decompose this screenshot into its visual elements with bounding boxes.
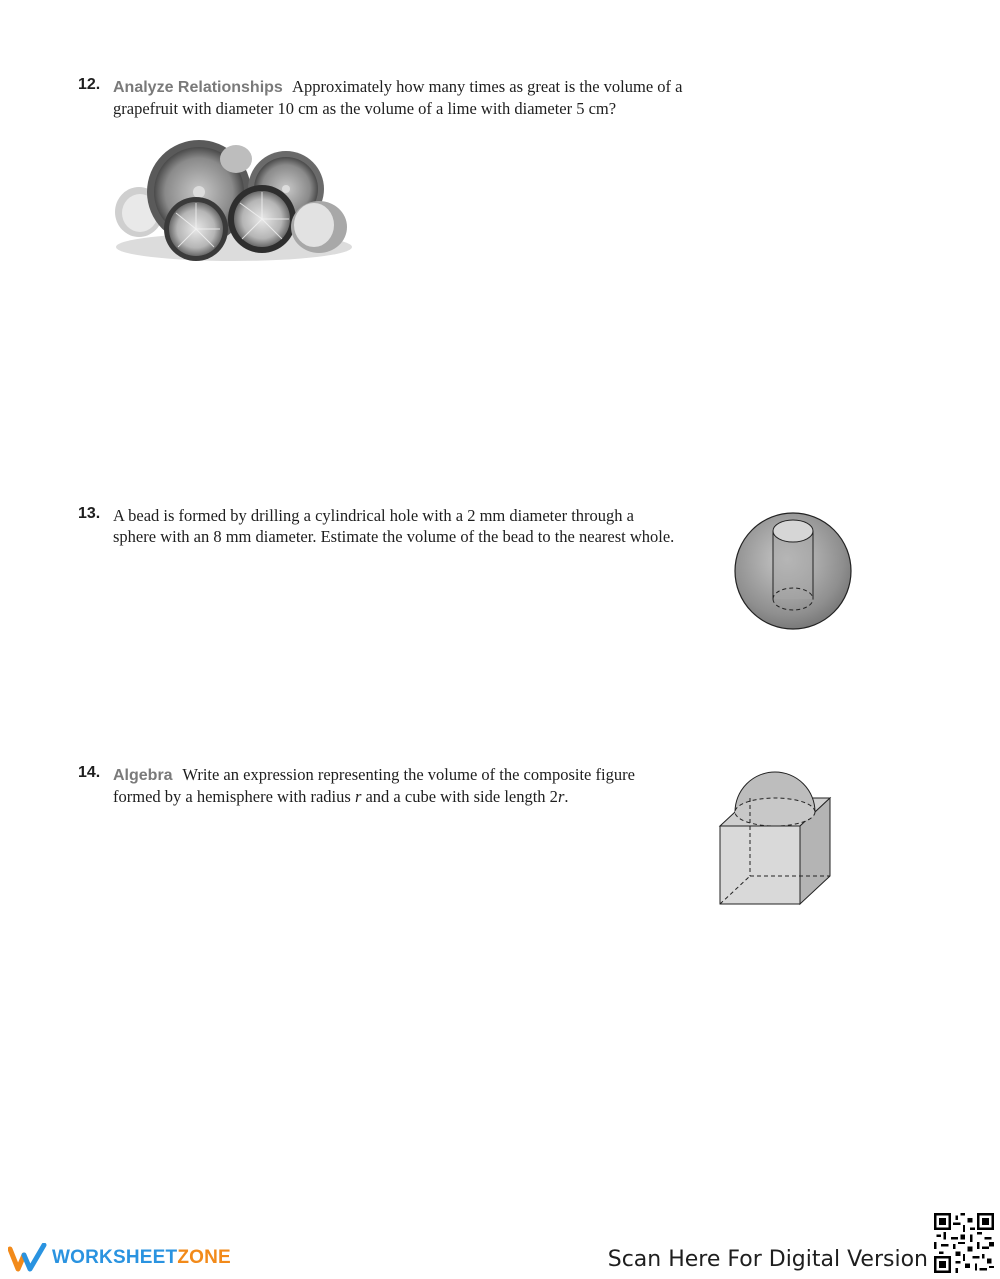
logo-w-icon [8, 1243, 48, 1273]
problem-text-end: . [564, 787, 569, 806]
variable-r: r [557, 787, 565, 806]
problem-13 [78, 505, 718, 547]
scan-here-text: Scan Here For Digital Version [607, 1247, 928, 1272]
problem-text-line1: A bead is formed by drilling a cylindrical hole with a 2 mm diameter through a [113, 506, 634, 525]
problem-number: 14. [78, 764, 101, 781]
problem-number: 13. [78, 505, 101, 522]
problem-text-line1: Approximately how many times as great is the volume of a [292, 77, 683, 96]
problem-number: 12. [78, 76, 101, 93]
problem-label: Analyze Relationships [113, 79, 283, 96]
qr-code-icon[interactable] [934, 1213, 994, 1273]
bead-sphere-figure [732, 510, 854, 632]
citrus-fruit-image [114, 137, 354, 264]
problem-text-line2: grapefruit with diameter 10 cm as the volume of a lime with diameter 5 cm? [113, 99, 617, 118]
problem-text-line2: sphere with an 8 mm diameter. Estimate the volume of the bead to the nearest whole. [113, 527, 675, 546]
problem-text-line2a: formed by a hemisphere with radius [113, 787, 355, 806]
worksheetzone-logo[interactable] [8, 1243, 231, 1273]
variable-r: r [354, 787, 362, 806]
problem-text [113, 505, 718, 547]
problem-14 [78, 764, 718, 807]
problem-text [113, 76, 718, 119]
problem-12 [78, 76, 718, 119]
problem-label: Algebra [113, 767, 173, 784]
problem-text [113, 764, 718, 807]
problem-text-line2b: and a cube with side length 2 [361, 787, 558, 806]
problem-text-line1: Write an expression representing the volume of the composite figure [182, 765, 635, 784]
hemisphere-cube-figure [714, 766, 834, 908]
logo-text: WORKSHEETZONE [52, 1247, 231, 1268]
